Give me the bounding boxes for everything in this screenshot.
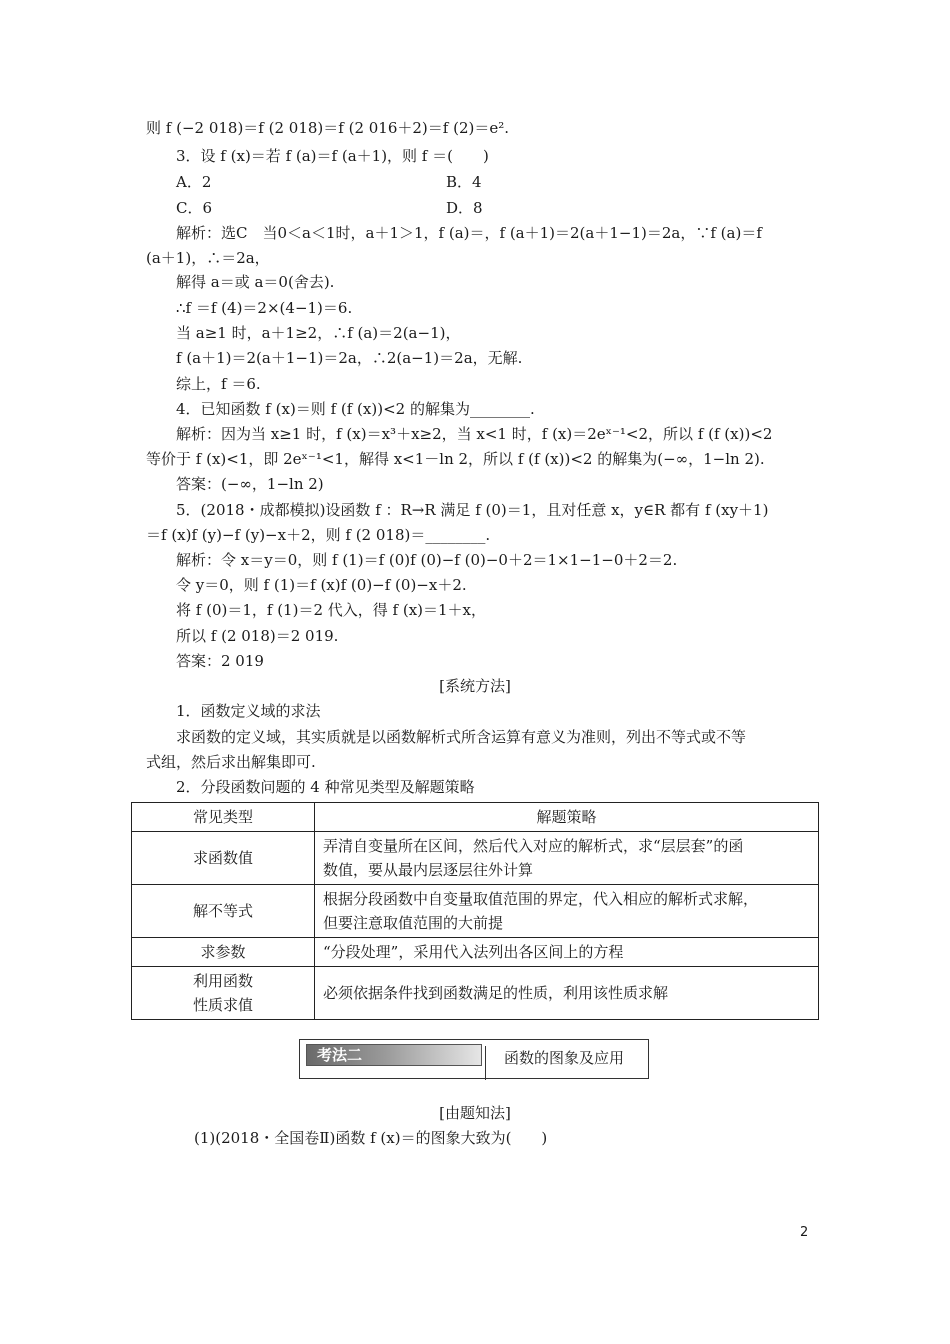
text-line: f (a＋1)＝2(a＋1−1)＝2a，∴2(a−1)＝2a，无解. (176, 349, 523, 367)
table-row (132, 885, 819, 938)
text-line: 解析：令 x＝y＝0，则 f (1)＝f (0)f (0)−f (0)−0＋2＝1×1−1−0＋2＝2. (176, 551, 678, 569)
table-header-cell: 常见类型 (132, 803, 315, 832)
cell-text: 利用函数 (192, 972, 253, 990)
answer-4: 答案：(−∞，1−ln 2) (176, 475, 324, 493)
cell-text: 必须依据条件找到函数满足的性质，利用该性质求解 (323, 984, 669, 1002)
cell-text: 但要注意取值范围的大前提 (323, 914, 504, 932)
text-line: (a＋1)，∴＝2a， (146, 249, 270, 267)
table-cell-strategy (315, 885, 819, 938)
text-line: 解得 a＝或 a＝0(舍去). (176, 273, 335, 291)
text-line: 等价于 f (x)<1，即 2eˣ⁻¹<1，解得 x<1－ln 2，所以 f (f (x))<2 的解集为(−∞，1−ln 2). (146, 450, 765, 468)
option-d: D．8 (446, 199, 483, 217)
table-cell-strategy (315, 832, 819, 885)
section-badge: 考法二 (306, 1044, 482, 1066)
table-cell-type (132, 967, 315, 1020)
table-row (132, 967, 819, 1020)
text-line: ＝f (x)f (y)−f (y)−x＋2，则 f (2 018)＝________. (146, 526, 491, 544)
text-line: 令 y＝0，则 f (1)＝f (x)f (0)−f (0)−x＋2. (176, 576, 467, 594)
text-line: 当 a≥1 时，a＋1≥2，∴f (a)＝2(a−1)， (176, 324, 461, 342)
text-line: 解析：选C 当0＜a＜1时，a＋1＞1，f (a)＝，f (a＋1)＝2(a＋1−1)＝2a，∵f (a)＝f (176, 224, 762, 242)
text-line: 综上，f ＝6. (176, 375, 261, 393)
table-row (132, 832, 819, 885)
table-cell-type (132, 938, 315, 967)
cell-text: “分段处理”，采用代入法列出各区间上的方程 (323, 943, 624, 961)
cell-text: 解不等式 (192, 902, 253, 920)
table-cell-type (132, 832, 315, 885)
subheading-piecewise: 2．分段函数问题的 4 种常见类型及解题策略 (176, 778, 475, 796)
heading-system-method: [系统方法] (439, 677, 511, 695)
text-line: 解析：因为当 x≥1 时，f (x)＝x³＋x≥2，当 x<1 时，f (x)＝2eˣ⁻¹<2，所以 f (f (x))<2 (176, 425, 773, 443)
table-header-row (132, 803, 819, 832)
table-cell-strategy (315, 938, 819, 967)
text-line: 则 f (−2 018)＝f (2 018)＝f (2 016＋2)＝f (2)＝e². (146, 119, 510, 137)
section-header (299, 1039, 649, 1079)
table-cell-strategy (315, 967, 819, 1020)
text-line: ∴f ＝f (4)＝2×(4−1)＝6. (176, 299, 353, 317)
option-c: C．6 (176, 199, 213, 217)
question-5: 5．(2018・成都模拟)设函数 f ：R→R 满足 f (0)＝1，且对任意 x，y∈R 都有 f (xy＋1) (176, 501, 769, 519)
page-number: 2 (800, 1225, 809, 1240)
cell-text: 求参数 (200, 943, 246, 961)
section-title: 函数的图象及应用 (504, 1049, 625, 1067)
cell-text: 弄清自变量所在区间，然后代入对应的解析式，求“层层套”的函 (323, 837, 744, 855)
option-b: B．4 (446, 173, 482, 191)
table-header-cell: 解题策略 (315, 803, 819, 832)
option-a: A．2 (176, 173, 212, 191)
answer-5: 答案：2 019 (176, 652, 264, 670)
section-divider (485, 1046, 486, 1080)
text-line: 将 f (0)＝1，f (1)＝2 代入，得 f (x)＝1＋x， (176, 601, 487, 619)
question-1: (1)(2018・全国卷Ⅱ)函数 f (x)＝的图象大致为( ) (194, 1129, 548, 1147)
table-cell-type (132, 885, 315, 938)
text-line: 所以 f (2 018)＝2 019. (176, 627, 339, 645)
cell-text: 根据分段函数中自变量取值范围的界定，代入相应的解析式求解， (323, 890, 759, 908)
cell-text: 求函数值 (192, 849, 253, 867)
cell-text: 性质求值 (192, 996, 253, 1014)
text-line: 式组，然后求出解集即可. (146, 753, 316, 771)
table-row (132, 938, 819, 967)
strategy-table (131, 802, 819, 1020)
text-line: 求函数的定义域，其实质就是以函数解析式所含运算有意义为准则，列出不等式或不等 (176, 728, 747, 746)
heading-learn-from-question: [由题知法] (439, 1104, 511, 1122)
cell-text: 数值，要从最内层逐层往外计算 (323, 861, 534, 879)
question-3: 3．设 f (x)＝若 f (a)＝f (a＋1)，则 f ＝( ) (176, 147, 489, 165)
question-4: 4．已知函数 f (x)＝则 f (f (x))<2 的解集为________. (176, 400, 535, 418)
subheading-domain: 1．函数定义域的求法 (176, 702, 321, 720)
